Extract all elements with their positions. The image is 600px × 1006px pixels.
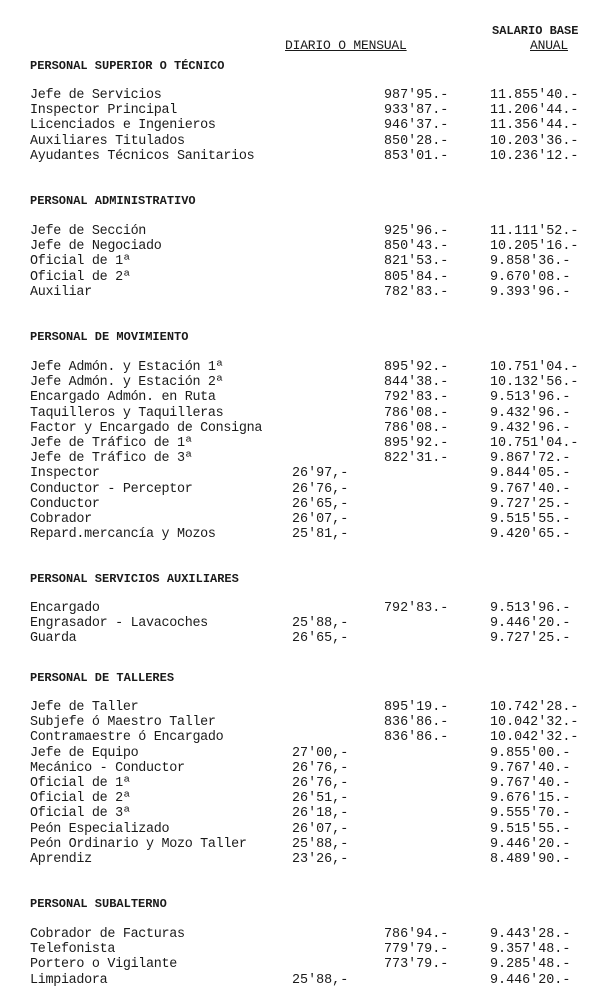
annual-wage-cell: 9.357'48.- xyxy=(490,942,571,958)
monthly-wage-cell: 822'31.- xyxy=(384,451,449,467)
table-row xyxy=(30,512,600,527)
table-row xyxy=(30,837,600,852)
table-row xyxy=(30,791,600,806)
job-title-cell: Peón Ordinario y Mozo Taller xyxy=(30,836,247,852)
monthly-wage-cell: 836'86.- xyxy=(384,730,449,746)
annual-wage-cell: 10.203'36.- xyxy=(490,133,579,149)
annual-wage-cell: 9.393'96.- xyxy=(490,284,571,300)
monthly-wage-cell: 933'87.- xyxy=(384,103,449,119)
job-title-cell: Engrasador - Lavacoches xyxy=(30,616,208,632)
job-title-cell: Conductor - Perceptor xyxy=(30,481,193,497)
table-row xyxy=(30,527,600,542)
annual-wage-cell: 9.446'20.- xyxy=(490,972,571,988)
job-title-cell: Inspector xyxy=(30,466,100,482)
annual-wage-cell: 9.676'15.- xyxy=(490,791,571,807)
monthly-wage-cell: 844'38.- xyxy=(384,375,449,391)
table-row xyxy=(30,224,600,239)
job-title-cell: Jefe de Tráfico de 3ª xyxy=(30,451,193,467)
table-row xyxy=(30,436,600,451)
annual-wage-cell: 9.670'08.- xyxy=(490,269,571,285)
table-row xyxy=(30,806,600,821)
table-row xyxy=(30,406,600,421)
job-title-cell: Jefe de Servicios xyxy=(30,88,162,103)
daily-wage-cell: 25'88,- xyxy=(292,616,349,632)
section-title: PERSONAL SUBALTERNO xyxy=(30,897,167,911)
job-title-cell: Taquilleros y Taquilleras xyxy=(30,405,224,421)
section-title: PERSONAL SERVICIOS AUXILIARES xyxy=(30,572,239,586)
section-rows xyxy=(30,88,600,164)
daily-wage-cell: 26'76,- xyxy=(292,775,349,791)
annual-wage-cell: 8.489'90.- xyxy=(490,851,571,867)
annual-wage-cell: 9.867'72.- xyxy=(490,451,571,467)
monthly-wage-cell: 987'95.- xyxy=(384,88,449,103)
annual-wage-cell: 9.858'36.- xyxy=(490,254,571,270)
monthly-wage-cell: 946'37.- xyxy=(384,118,449,134)
monthly-wage-cell: 895'19.- xyxy=(384,700,449,715)
table-row xyxy=(30,746,600,761)
job-title-cell: Cobrador de Facturas xyxy=(30,927,185,942)
section-rows xyxy=(30,224,600,300)
section-personal-subalterno xyxy=(30,897,600,988)
job-title-cell: Factor y Encargado de Consigna xyxy=(30,420,263,436)
daily-wage-cell: 23'26,- xyxy=(292,851,349,867)
section-title: PERSONAL SUPERIOR O TÉCNICO xyxy=(30,59,225,73)
table-row xyxy=(30,149,600,164)
monthly-wage-cell: 782'83.- xyxy=(384,284,449,300)
monthly-wage-cell: 773'79.- xyxy=(384,957,449,973)
table-row xyxy=(30,88,600,103)
annual-wage-cell: 10.742'28.- xyxy=(490,700,579,715)
monthly-wage-cell: 850'28.- xyxy=(384,133,449,149)
job-title-cell: Jefe de Taller xyxy=(30,700,139,715)
section-rows xyxy=(30,927,600,988)
table-row xyxy=(30,942,600,957)
job-title-cell: Cobrador xyxy=(30,511,92,527)
monthly-wage-cell: 836'86.- xyxy=(384,715,449,731)
table-row xyxy=(30,285,600,300)
job-title-cell: Inspector Principal xyxy=(30,103,177,119)
job-title-cell: Ayudantes Técnicos Sanitarios xyxy=(30,148,255,164)
table-row xyxy=(30,497,600,512)
annual-wage-cell: 9.432'96.- xyxy=(490,405,571,421)
annual-wage-cell: 10.132'56.- xyxy=(490,375,579,391)
table-row xyxy=(30,616,600,631)
monthly-wage-cell: 786'08.- xyxy=(384,405,449,421)
monthly-wage-cell: 792'83.- xyxy=(384,601,449,616)
annual-wage-cell: 10.042'32.- xyxy=(490,730,579,746)
annual-wage-cell: 10.205'16.- xyxy=(490,239,579,255)
annual-wage-cell: 9.515'55.- xyxy=(490,821,571,837)
annual-wage-cell: 9.767'40.- xyxy=(490,775,571,791)
table-row xyxy=(30,254,600,269)
job-title-cell: Encargado xyxy=(30,601,100,616)
job-title-cell: Jefe de Negociado xyxy=(30,239,162,255)
job-title-cell: Jefe Admón. y Estación 1ª xyxy=(30,360,224,375)
diario-mensual-header: DIARIO O MENSUAL xyxy=(285,38,407,53)
annual-wage-cell: 9.844'05.- xyxy=(490,466,571,482)
daily-wage-cell: 26'97,- xyxy=(292,466,349,482)
monthly-wage-cell: 792'83.- xyxy=(384,390,449,406)
section-personal-administrativo xyxy=(30,194,600,300)
job-title-cell: Telefonista xyxy=(30,942,116,958)
job-title-cell: Repard.mercancía y Mozos xyxy=(30,527,216,543)
table-row xyxy=(30,451,600,466)
annual-wage-cell: 9.446'20.- xyxy=(490,836,571,852)
annual-wage-cell: 9.515'55.- xyxy=(490,511,571,527)
annual-wage-cell: 9.443'28.- xyxy=(490,927,571,942)
table-row xyxy=(30,927,600,942)
job-title-cell: Guarda xyxy=(30,631,77,647)
annual-wage-cell: 9.513'96.- xyxy=(490,601,571,616)
annual-wage-cell: 10.751'04.- xyxy=(490,435,579,451)
table-row xyxy=(30,730,600,745)
monthly-wage-cell: 850'43.- xyxy=(384,239,449,255)
table-row xyxy=(30,957,600,972)
monthly-wage-cell: 779'79.- xyxy=(384,942,449,958)
table-row xyxy=(30,822,600,837)
annual-wage-cell: 11.356'44.- xyxy=(490,118,579,134)
annual-wage-cell: 9.420'65.- xyxy=(490,527,571,543)
table-row xyxy=(30,375,600,390)
monthly-wage-cell: 925'96.- xyxy=(384,224,449,239)
daily-wage-cell: 25'81,- xyxy=(292,527,349,543)
section-title: PERSONAL DE TALLERES xyxy=(30,671,175,685)
job-title-cell: Subjefe ó Maestro Taller xyxy=(30,715,216,731)
annual-wage-cell: 10.236'12.- xyxy=(490,148,579,164)
annual-wage-cell: 9.513'96.- xyxy=(490,390,571,406)
table-row xyxy=(30,270,600,285)
table-row xyxy=(30,601,600,616)
section-title: PERSONAL DE MOVIMIENTO xyxy=(30,330,189,344)
monthly-wage-cell: 821'53.- xyxy=(384,254,449,270)
annual-wage-cell: 11.206'44.- xyxy=(490,103,579,119)
daily-wage-cell: 25'88,- xyxy=(292,836,349,852)
job-title-cell: Oficial de 1ª xyxy=(30,775,131,791)
annual-wage-cell: 9.285'48.- xyxy=(490,957,571,973)
monthly-wage-cell: 786'08.- xyxy=(384,420,449,436)
section-personal-movimiento xyxy=(30,330,600,543)
annual-wage-cell: 9.727'25.- xyxy=(490,631,571,647)
table-row xyxy=(30,482,600,497)
annual-wage-cell: 10.751'04.- xyxy=(490,360,579,375)
annual-wage-cell: 9.727'25.- xyxy=(490,496,571,512)
daily-wage-cell: 26'65,- xyxy=(292,631,349,647)
job-title-cell: Conductor xyxy=(30,496,100,512)
section-rows xyxy=(30,601,600,647)
section-personal-servicios-auxiliares xyxy=(30,572,600,647)
job-title-cell: Jefe Admón. y Estación 2ª xyxy=(30,375,224,391)
daily-wage-cell: 26'76,- xyxy=(292,481,349,497)
annual-wage-cell: 9.767'40.- xyxy=(490,481,571,497)
table-row xyxy=(30,852,600,867)
table-row xyxy=(30,761,600,776)
table-row xyxy=(30,103,600,118)
annual-wage-cell: 9.432'96.- xyxy=(490,420,571,436)
section-title: PERSONAL ADMINISTRATIVO xyxy=(30,194,196,208)
table-row xyxy=(30,390,600,405)
salario-base-header: SALARIO BASE xyxy=(492,24,579,38)
job-title-cell: Licenciados e Ingenieros xyxy=(30,118,216,134)
table-row xyxy=(30,466,600,481)
table-row xyxy=(30,973,600,988)
job-title-cell: Oficial de 2ª xyxy=(30,791,131,807)
annual-wage-cell: 9.767'40.- xyxy=(490,760,571,776)
table-row xyxy=(30,776,600,791)
annual-wage-cell: 11.111'52.- xyxy=(490,224,579,239)
table-row xyxy=(30,631,600,646)
job-title-cell: Oficial de 3ª xyxy=(30,806,131,822)
table-row xyxy=(30,239,600,254)
job-title-cell: Limpiadora xyxy=(30,972,108,988)
monthly-wage-cell: 786'94.- xyxy=(384,927,449,942)
monthly-wage-cell: 853'01.- xyxy=(384,148,449,164)
daily-wage-cell: 27'00,- xyxy=(292,745,349,761)
daily-wage-cell: 26'18,- xyxy=(292,806,349,822)
monthly-wage-cell: 895'92.- xyxy=(384,360,449,375)
job-title-cell: Contramaestre ó Encargado xyxy=(30,730,224,746)
annual-wage-cell: 10.042'32.- xyxy=(490,715,579,731)
anual-header: ANUAL xyxy=(530,38,569,53)
daily-wage-cell: 26'65,- xyxy=(292,496,349,512)
monthly-wage-cell: 895'92.- xyxy=(384,435,449,451)
job-title-cell: Auxiliar xyxy=(30,284,92,300)
job-title-cell: Jefe de Tráfico de 1ª xyxy=(30,435,193,451)
daily-wage-cell: 25'88,- xyxy=(292,972,349,988)
job-title-cell: Oficial de 2ª xyxy=(30,269,131,285)
daily-wage-cell: 26'51,- xyxy=(292,791,349,807)
table-row xyxy=(30,421,600,436)
section-rows xyxy=(30,360,600,542)
daily-wage-cell: 26'07,- xyxy=(292,511,349,527)
job-title-cell: Aprendiz xyxy=(30,851,92,867)
monthly-wage-cell: 805'84.- xyxy=(384,269,449,285)
annual-wage-cell: 9.555'70.- xyxy=(490,806,571,822)
annual-wage-cell: 11.855'40.- xyxy=(490,88,579,103)
table-row xyxy=(30,134,600,149)
annual-wage-cell: 9.446'20.- xyxy=(490,616,571,632)
job-title-cell: Peón Especializado xyxy=(30,821,170,837)
table-row xyxy=(30,715,600,730)
job-title-cell: Mecánico - Conductor xyxy=(30,760,185,776)
daily-wage-cell: 26'76,- xyxy=(292,760,349,776)
job-title-cell: Portero o Vigilante xyxy=(30,957,177,973)
job-title-cell: Auxiliares Titulados xyxy=(30,133,185,149)
section-personal-talleres xyxy=(30,671,600,867)
job-title-cell: Oficial de 1ª xyxy=(30,254,131,270)
job-title-cell: Encargado Admón. en Ruta xyxy=(30,390,216,406)
table-row xyxy=(30,360,600,375)
annual-wage-cell: 9.855'00.- xyxy=(490,745,571,761)
daily-wage-cell: 26'07,- xyxy=(292,821,349,837)
job-title-cell: Jefe de Sección xyxy=(30,224,147,239)
job-title-cell: Jefe de Equipo xyxy=(30,745,139,761)
section-rows xyxy=(30,700,600,867)
table-row xyxy=(30,118,600,133)
section-personal-superior xyxy=(30,59,600,164)
table-row xyxy=(30,700,600,715)
